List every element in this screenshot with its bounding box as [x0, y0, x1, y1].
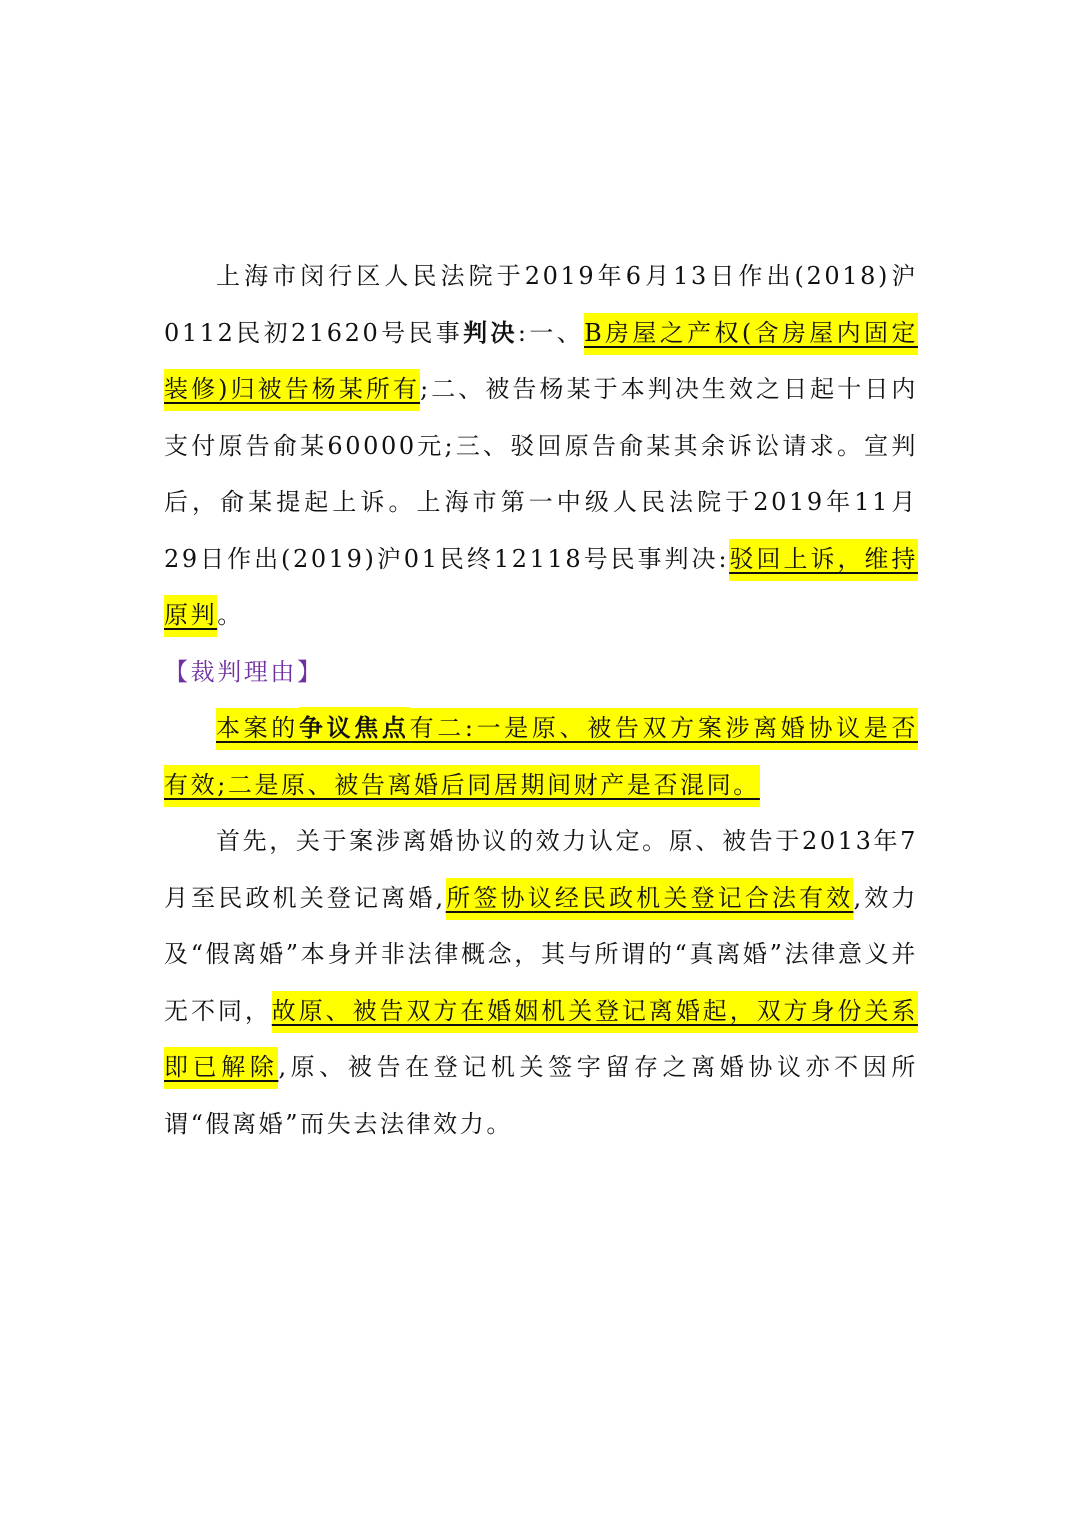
- judgment-text-1: 上海市闵行区人民法院于2019年6月13日作出(2018)沪0112民初21620号民事: [164, 262, 918, 347]
- highlight-dispute-intro: 本案的: [216, 708, 299, 750]
- reasoning-paragraph: [164, 813, 918, 1152]
- reasoning-text-2: ,效力及“假离婚”本身并非法律概念，其与所谓的“真离婚”法律意义并无不同，: [164, 883, 918, 1025]
- highlight-dispute-points: 有二:一是原、被告双方案涉离婚协议是否有效;二是原、被告离婚后同居期间财产是否混同。: [164, 708, 918, 807]
- dispute-focus-paragraph: [164, 700, 918, 813]
- reasoning-text-3: ,原、被告在登记机关签字留存之离婚协议亦不因所谓“假离婚”而失去法律效力。: [164, 1053, 918, 1138]
- highlight-property-ownership: B房屋之产权(含房屋内固定装修)归被告杨某所有: [164, 313, 918, 412]
- reasoning-text-1: 首先，关于案涉离婚协议的效力认定。原、被告于2013年7月至民政机关登记离婚,: [164, 827, 918, 912]
- judgment-text-2: :一、: [517, 318, 585, 347]
- judgment-text-3: ;二、被告杨某于本判决生效之日起十日内支付原告俞某60000元;三、驳回原告俞某其余诉讼请求。宣判后，俞某提起上诉。上海市第一中级人民法院于2019年11月29日作出(2019)沪01民终12118号民事判决:: [164, 375, 918, 573]
- document-body: [164, 248, 918, 1152]
- judgment-text-4: 。: [217, 601, 244, 629]
- highlight-agreement-valid: 所签协议经民政机关登记合法有效: [446, 878, 854, 920]
- highlight-relationship-dissolved: 故原、被告双方在婚姻机关登记离婚起，双方身份关系即已解除: [164, 991, 918, 1090]
- judgment-bold-term: 判决: [463, 317, 518, 347]
- section-heading: 【裁判理由】: [164, 657, 324, 686]
- highlight-appeal-rejected: 驳回上诉，维持原判: [164, 539, 918, 638]
- highlight-dispute-focus-term: 争议焦点: [299, 707, 410, 750]
- judgment-paragraph: [164, 248, 918, 644]
